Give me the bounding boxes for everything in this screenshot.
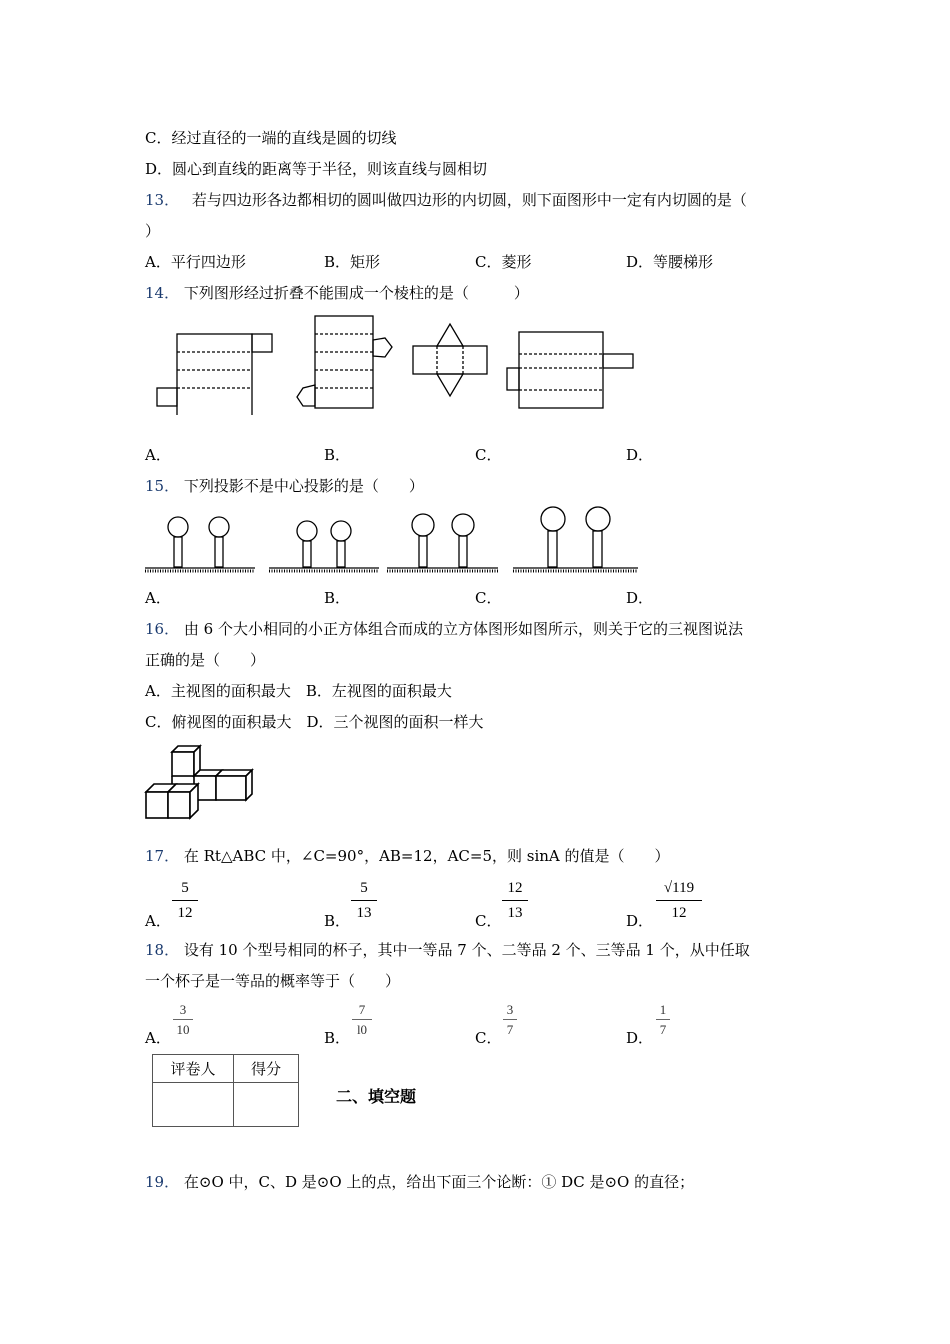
option-d: D．: [626, 912, 654, 930]
question-number: 14．: [145, 284, 180, 302]
option-c: C．: [475, 446, 502, 464]
option-b: B．: [324, 1029, 351, 1047]
option-a: A．: [145, 912, 171, 930]
option-c: C．: [475, 589, 502, 607]
options-ab: A．主视图的面积最大 B．左视图的面积最大: [145, 682, 452, 700]
question-text: 下列投影不是中心投影的是（ ）: [183, 477, 424, 495]
cubes-figure: [142, 742, 260, 822]
fraction-a: 3 10: [173, 1001, 193, 1038]
option-d: D．: [626, 446, 654, 464]
question-17: [145, 846, 670, 866]
question-number: 19．: [145, 1173, 180, 1191]
score-header: 得分: [234, 1055, 299, 1083]
question-16-cont: 正确的是（ ）: [145, 651, 266, 669]
option-b: B．: [324, 589, 351, 607]
question-number: 16．: [145, 620, 180, 638]
fraction-d: √119 12: [656, 877, 702, 924]
option-d: D．: [626, 589, 654, 607]
grader-header: 评卷人: [153, 1055, 234, 1083]
option-c: C．菱形: [475, 253, 532, 271]
option-c: C．: [475, 912, 502, 930]
option-d: D．等腰梯形: [626, 253, 714, 271]
question-text: 在⊙O 中，C、D 是⊙O 上的点，给出下面三个论断：① DC 是⊙O 的直径；: [183, 1173, 695, 1191]
question-number: 15．: [145, 477, 180, 495]
fraction-c: 3 7: [503, 1001, 517, 1038]
question-19: [145, 1172, 694, 1192]
projection-figure: [143, 505, 643, 577]
score-cell[interactable]: [234, 1083, 299, 1127]
section-title: 二、填空题: [336, 1087, 417, 1106]
question-13-close: ）: [145, 222, 161, 240]
prism-nets-figure: [145, 310, 650, 415]
question-18-cont: 一个杯子是一等品的概率等于（ ）: [145, 972, 401, 990]
question-number: 17．: [145, 847, 180, 865]
option-b: B．矩形: [324, 253, 381, 271]
fraction-c: 12 13: [502, 877, 528, 924]
fraction-b: 7 l0: [352, 1001, 372, 1038]
option-c-q12: C．经过直径的一端的直线是圆的切线: [145, 129, 397, 147]
option-d: D．: [626, 1029, 654, 1047]
fraction-d: 1 7: [656, 1001, 670, 1038]
option-a: A．: [145, 589, 171, 607]
option-a: A．: [145, 1029, 171, 1047]
option-b: B．: [324, 912, 351, 930]
options-cd: C．俯视图的面积最大 D．三个视图的面积一样大: [145, 713, 484, 731]
question-text: 若与四边形各边都相切的圆叫做四边形的内切圆，则下面图形中一定有内切圆的是（: [191, 191, 747, 209]
score-table: [152, 1054, 299, 1127]
question-18: [145, 940, 750, 960]
question-text: 由 6 个大小相同的小正方体组合而成的立方体图形如图所示，则关于它的三视图说法: [183, 620, 743, 638]
question-text: 设有 10 个型号相同的杯子，其中一等品 7 个、二等品 2 个、三等品 1 个，从中任取: [183, 941, 750, 959]
grader-cell[interactable]: [153, 1083, 234, 1127]
fraction-a: 5 12: [172, 877, 198, 924]
question-15: [145, 476, 424, 496]
question-text: 在 Rt△ABC 中，∠C=90°，AB=12，AC=5，则 sinA 的值是（ ）: [183, 847, 670, 865]
question-number: 18．: [145, 941, 180, 959]
question-number: 13．: [145, 191, 180, 209]
option-d-q12: D．圆心到直线的距离等于半径，则该直线与圆相切: [145, 160, 488, 178]
question-14: [145, 283, 529, 303]
fraction-b: 5 13: [351, 877, 377, 924]
option-a: A．平行四边形: [145, 253, 246, 271]
question-13: [145, 190, 747, 210]
question-16: [145, 619, 743, 639]
option-b: B．: [324, 446, 351, 464]
option-c: C．: [475, 1029, 502, 1047]
option-a: A．: [145, 446, 171, 464]
question-text: 下列图形经过折叠不能围成一个棱柱的是（ ）: [183, 284, 529, 302]
